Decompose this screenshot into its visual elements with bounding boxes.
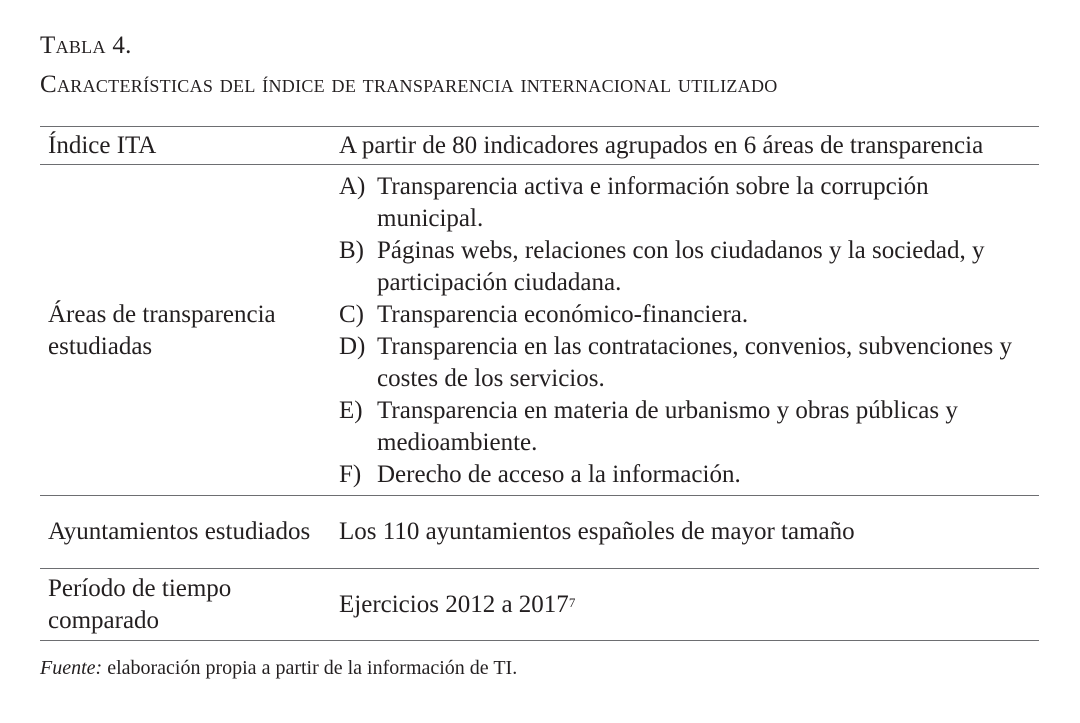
- areas-list-cell: [339, 165, 1039, 496]
- list-item-text: Transparencia en materia de urbanismo y obras públicas y medioambiente.: [377, 397, 958, 456]
- table-number: Tabla 4.: [40, 32, 132, 59]
- list-item-text: Transparencia en las contrataciones, convenios, subvenciones y costes de los servicios.: [377, 333, 1012, 392]
- list-item-letter: B): [339, 237, 364, 264]
- list-item: [339, 459, 1039, 491]
- footnote-marker: 7: [568, 594, 576, 610]
- table-source: [40, 657, 517, 680]
- list-item: [339, 331, 1039, 395]
- row-value-indice: A partir de 80 indicadores agrupados en 6 áreas de transparencia: [339, 127, 1039, 165]
- list-item: [339, 299, 1039, 331]
- row-label-periodo: Período de tiempo comparado: [40, 569, 339, 641]
- list-item-text: Páginas webs, relaciones con los ciudadanos y la sociedad, y participación ciudadana.: [377, 237, 985, 296]
- list-item-text: Transparencia económico-financiera.: [377, 301, 749, 328]
- row-label-ayuntamientos: Ayuntamientos estudiados: [40, 496, 339, 569]
- row-value-periodo: [339, 569, 1039, 641]
- table-row: [40, 127, 1039, 165]
- list-item: [339, 171, 1039, 235]
- list-item-letter: A): [339, 173, 366, 200]
- source-label: Fuente:: [40, 657, 103, 679]
- source-text: elaboración propia a partir de la información de TI.: [102, 657, 518, 679]
- row-label-areas: Áreas de transparencia estudiadas: [40, 165, 339, 496]
- list-item-text: Transparencia activa e información sobre la corrupción municipal.: [377, 173, 929, 232]
- areas-list: [339, 171, 1039, 491]
- list-item-text: Derecho de acceso a la información.: [377, 461, 741, 488]
- list-item-letter: D): [339, 333, 366, 360]
- table-row: [40, 496, 1039, 569]
- list-item-letter: E): [339, 397, 363, 424]
- table-row: [40, 569, 1039, 641]
- row-value-ayuntamientos: Los 110 ayuntamientos españoles de mayor tamaño: [339, 496, 1039, 569]
- list-item-letter: C): [339, 301, 364, 328]
- index-characteristics-table: [40, 126, 1039, 641]
- table-row: [40, 165, 1039, 496]
- table-title: Características del índice de transparencia internacional utilizado: [40, 71, 778, 98]
- row-label-indice: Índice ITA: [40, 127, 339, 165]
- periodo-text: Ejercicios 2012 a 2017: [339, 590, 569, 618]
- list-item: [339, 395, 1039, 459]
- list-item: [339, 235, 1039, 299]
- list-item-letter: F): [339, 461, 362, 488]
